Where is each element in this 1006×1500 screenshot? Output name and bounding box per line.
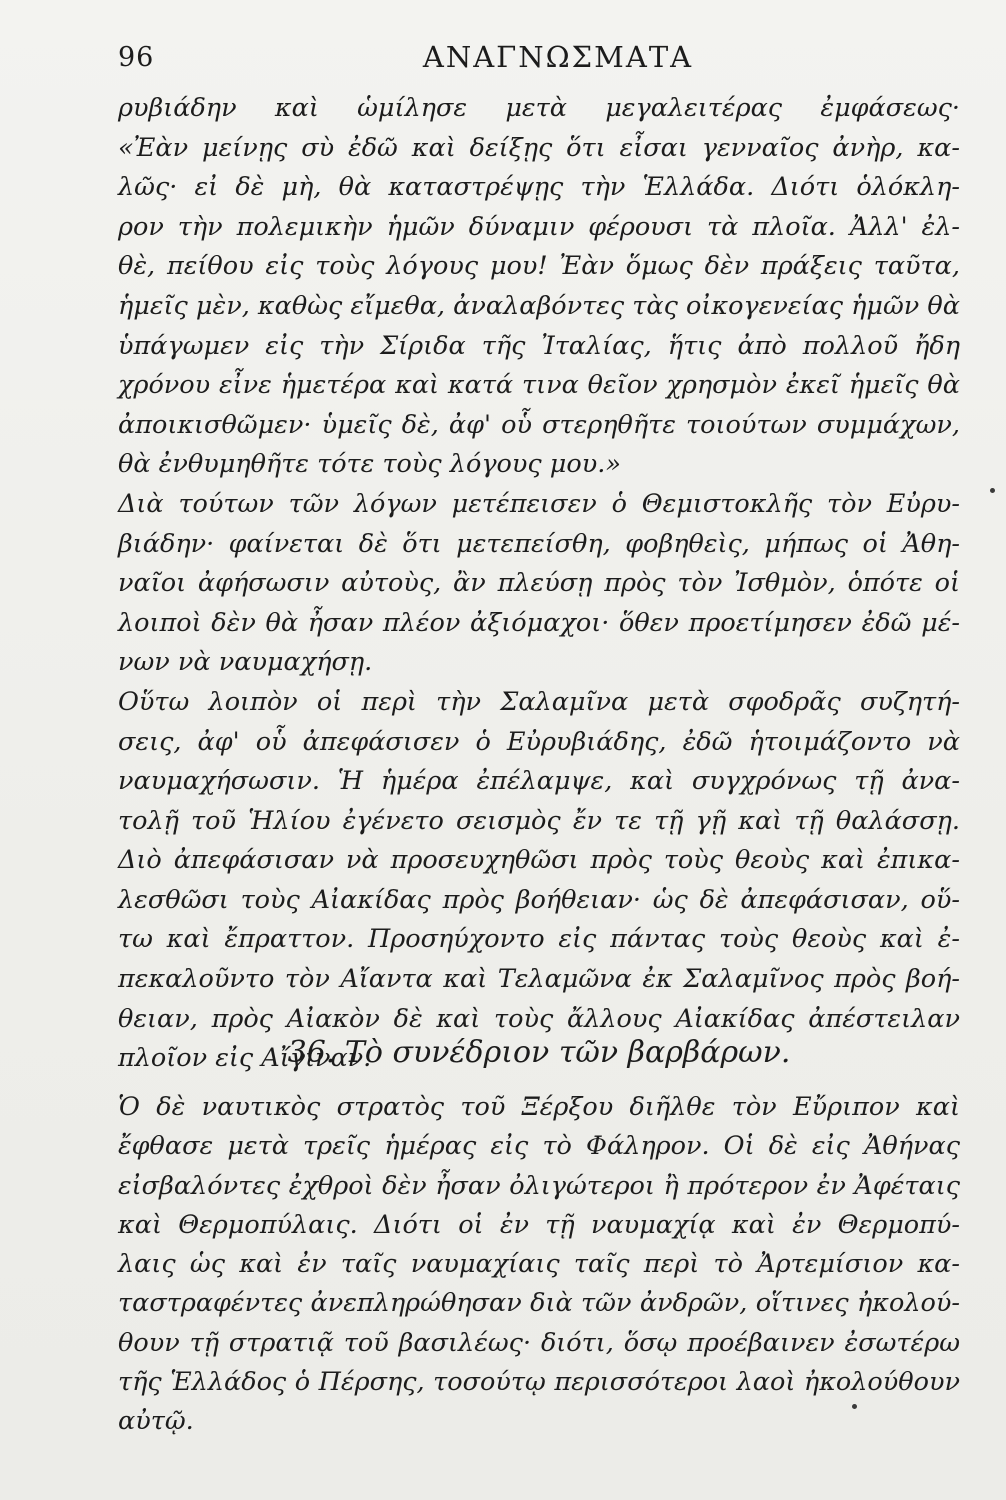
text-line: θὲ, πείθου εἰς τοὺς λόγους μου! Ἐὰν ὅμως δὲν πράξεις ταῦτα,: [118, 251, 960, 282]
text-line: νων νὰ ναυμαχήσῃ.: [118, 647, 373, 678]
page-header: [118, 36, 958, 84]
text-line: χρόνου εἶνε ἡμετέρα καὶ κατά τινα θεῖον χρησμὸν ἐκεῖ ἡμεῖς θὰ: [118, 370, 960, 401]
text-line: ταστραφέντες ἀνεπληρώθησαν διὰ τῶν ἀνδρῶν, οἵτινες ἠκολού-: [118, 1288, 960, 1319]
text-line: ναῖοι ἀφήσωσιν αὐτοὺς, ἂν πλεύσῃ πρὸς τὸν Ἰσθμὸν, ὁπότε οἱ: [118, 568, 960, 599]
text-line: Ὁ δὲ ναυτικὸς στρατὸς τοῦ Ξέρξου διῆλθε τὸν Εὔριπον καὶ: [118, 1092, 960, 1122]
text-line: ἀποικισθῶμεν· ὑμεῖς δὲ, ἀφ' οὗ στερηθῆτε τοιούτων συμμάχων,: [118, 409, 960, 440]
text-line: «Ἐὰν μείνῃς σὺ ἐδῶ καὶ δείξῃς ὅτι εἶσαι γενναῖος ἀνὴρ, κα-: [118, 132, 960, 163]
text-line: ρυβιάδην καὶ ὡμίλησε μετὰ μεγαλειτέρας ἐμφάσεως·: [118, 93, 960, 123]
text-line: τω καὶ ἔπραττον. Προσηύχοντο εἰς πάντας τοὺς θεοὺς καὶ ἐ-: [118, 924, 960, 955]
text-line: τῆς Ἑλλάδος ὁ Πέρσης, τοσούτῳ περισσότεροι λαοὶ ἠκολούθουν: [118, 1367, 960, 1398]
text-line: σεις, ἀφ' οὗ ἀπεφάσισεν ὁ Εὐρυβιάδης, ἐδῶ ἡτοιμάζοντο νὰ: [118, 726, 960, 757]
text-line: καὶ Θερμοπύλαις. Διότι οἱ ἐν τῇ ναυμαχίᾳ καὶ ἐν Θερμοπύ-: [118, 1209, 960, 1240]
text-line: Οὕτω λοιπὸν οἱ περὶ τὴν Σαλαμῖνα μετὰ σφοδρᾶς συζητή-: [118, 686, 960, 717]
text-line: εἰσβαλόντες ἐχθροὶ δὲν ἦσαν ὀλιγώτεροι ἢ πρότερον ἐν Ἀφέταις: [118, 1170, 960, 1201]
text-line: πεκαλοῦντο τὸν Αἴαντα καὶ Τελαμῶνα ἐκ Σαλαμῖνος πρὸς βοή-: [118, 964, 960, 995]
text-line: λαις ὡς καὶ ἐν ταῖς ναυμαχίαις ταῖς περὶ τὸ Ἀρτεμίσιον κα-: [118, 1249, 960, 1280]
text-line: ὑπάγωμεν εἰς τὴν Σίριδα τῆς Ἰταλίας, ἥτις ἀπὸ πολλοῦ ἤδη: [118, 330, 960, 361]
text-line: βιάδην· φαίνεται δὲ ὅτι μετεπείσθη, φοβηθεὶς, μήπως οἱ Ἀθη-: [118, 528, 960, 559]
text-line: ἔφθασε μετὰ τρεῖς ἡμέρας εἰς τὸ Φάληρον. Οἱ δὲ εἰς Ἀθήνας: [118, 1131, 960, 1162]
text-line: Διὰ τούτων τῶν λόγων μετέπεισεν ὁ Θεμιστοκλῆς τὸν Εὐρυ-: [118, 488, 960, 519]
text-line: ναυμαχήσωσιν. Ἡ ἡμέρα ἐπέλαμψε, καὶ συγχρόνως τῇ ἀνα-: [118, 766, 960, 797]
text-line: θὰ ἐνθυμηθῆτε τότε τοὺς λόγους μου.»: [118, 449, 621, 480]
text-line: θουν τῇ στρατιᾷ τοῦ βασιλέως· διότι, ὅσῳ προέβαινεν ἐσωτέρω: [118, 1327, 960, 1358]
paper-speck: [852, 1404, 857, 1409]
text-line: θειαν, πρὸς Αἰακὸν δὲ καὶ τοὺς ἄλλους Αἰακίδας ἀπέστειλαν: [118, 1003, 960, 1034]
running-head: ΑΝΑΓΝΩΣΜΑΤΑ: [422, 40, 694, 74]
section-heading: 36. Τὸ συνέδριον τῶν βαρβάρων.: [287, 1035, 791, 1070]
text-line: Διὸ ἀπεφάσισαν νὰ προσευχηθῶσι πρὸς τοὺς θεοὺς καὶ ἐπικα-: [118, 845, 960, 876]
text-line: λῶς· εἰ δὲ μὴ, θὰ καταστρέψῃς τὴν Ἑλλάδα. Διότι ὁλόκλη-: [118, 172, 960, 203]
text-line: ρον τὴν πολεμικὴν ἡμῶν δύναμιν φέρουσι τὰ πλοῖα. Ἀλλ' ἐλ-: [118, 211, 960, 242]
text-line: πλοῖον εἰς Αἴγιναν.: [118, 1043, 372, 1074]
body-text-lower: [118, 1088, 960, 1442]
paper-speck: [990, 488, 995, 493]
text-line: ἡμεῖς μὲν, καθὼς εἴμεθα, ἀναλαβόντες τὰς οἰκογενείας ἡμῶν θὰ: [118, 290, 960, 321]
text-line: λοιποὶ δὲν θὰ ἦσαν πλέον ἀξιόμαχοι· ὅθεν προετίμησεν ἐδῶ μέ-: [118, 607, 960, 638]
text-line: αὐτῷ.: [118, 1406, 194, 1437]
text-line: τολῇ τοῦ Ἡλίου ἐγένετο σεισμὸς ἔν τε τῇ γῇ καὶ τῇ θαλάσσῃ.: [118, 805, 960, 836]
text-line: λεσθῶσι τοὺς Αἰακίδας πρὸς βοήθειαν· ὡς δὲ ἀπεφάσισαν, οὕ-: [118, 884, 960, 915]
body-text-upper: [118, 89, 960, 1079]
page-number: 96: [118, 42, 155, 73]
